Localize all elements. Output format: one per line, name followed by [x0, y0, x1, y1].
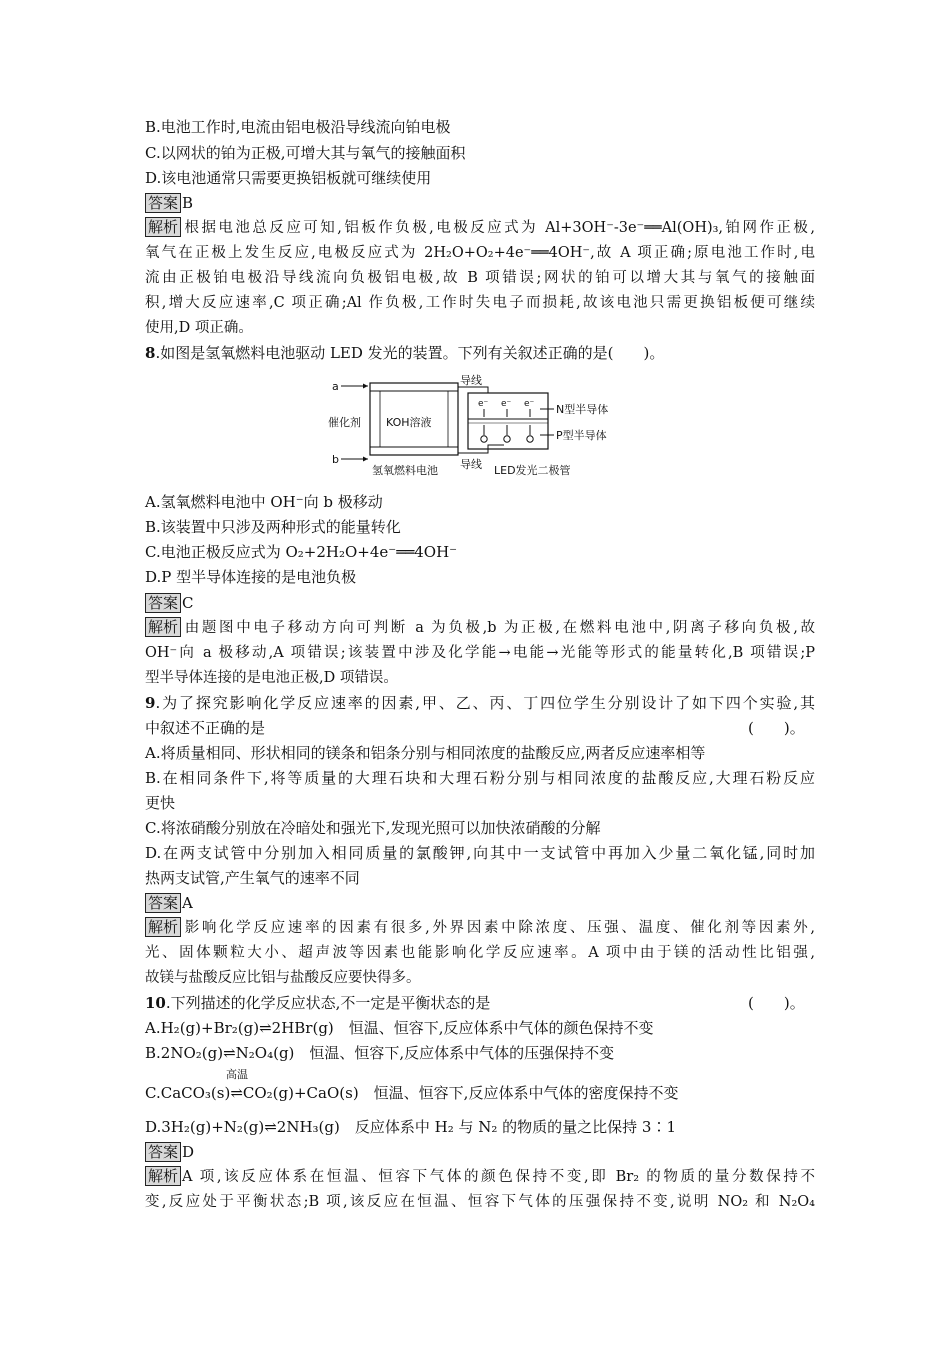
q8-answer-line — [145, 592, 815, 614]
q7-explanation-line-4: 积,增大反应速率,C 项正确;Al 作负极,工作时失电子而损耗,故该电池只需更换铝板便可继续 — [145, 295, 815, 311]
electron-label-1: e⁻ — [478, 399, 489, 409]
label-n-type: N型半导体 — [556, 403, 609, 416]
q7-explanation-line-1 — [145, 217, 815, 239]
q9-option-c: C.将浓硝酸分别放在冷暗处和强光下,发现光照可以加快浓硝酸的分解 — [145, 819, 601, 837]
q7-answer: B — [182, 194, 194, 212]
q10-option-d: D.3H₂(g)+N₂(g)⇌2NH₃(g) 反应体系中 H₂ 与 N₂ 的物质的量之比保持 3∶1 — [145, 1118, 677, 1136]
q8-explanation-line-2: OH⁻向 a 极移动,A 项错误;该装置中涉及化学能→电能→光能等形式的能量转化,B 项错误;P — [145, 645, 815, 661]
q9-number: 9 — [145, 694, 156, 712]
label-b: b — [332, 453, 339, 466]
explanation-label: 解析 — [145, 917, 181, 937]
answer-label: 答案 — [145, 593, 181, 613]
q10-paren: ( )。 — [748, 994, 805, 1012]
q10-answer: D — [182, 1143, 195, 1161]
q9-option-d-line-2: 热两支试管,产生氧气的速率不同 — [145, 869, 360, 887]
q7-answer-line — [145, 192, 815, 214]
q8-explanation-line-3: 型半导体连接的是电池正极,D 项错误。 — [145, 670, 398, 686]
q9-explanation-text-1: 影响化学反应速率的因素有很多,外界因素中除浓度、压强、温度、催化剂等因素外, — [182, 920, 815, 936]
q10-explanation-text-1: A 项,该反应体系在恒温、恒容下气体的颜色保持不变,即 Br₂ 的物质的量分数保持不 — [182, 1169, 815, 1185]
q10-explanation-line-1 — [145, 1166, 815, 1188]
q9-option-a: A.将质量相同、形状相同的镁条和铝条分别与相同浓度的盐酸反应,两者反应速率相等 — [145, 744, 706, 762]
q9-paren: ( )。 — [748, 719, 805, 737]
hole-1 — [481, 436, 487, 442]
hole-2 — [504, 436, 510, 442]
q9-stem-line-1 — [145, 692, 815, 714]
answer-label: 答案 — [145, 1142, 181, 1162]
q10-stem — [145, 992, 815, 1014]
q9-explanation-line-1 — [145, 917, 815, 939]
explanation-label: 解析 — [145, 1166, 181, 1186]
wire-top — [458, 387, 504, 393]
q10-option-c-condition: 高温 — [226, 1068, 248, 1081]
q7-option-c: C.以网状的铂为正极,可增大其与氧气的接触面积 — [145, 144, 466, 162]
explanation-label: 解析 — [145, 217, 181, 237]
q10-stem-text: .下列描述的化学反应状态,不一定是平衡状态的是 — [165, 994, 491, 1012]
q8-stem — [145, 342, 815, 364]
q9-explanation-line-2: 光、固体颗粒大小、超声波等因素也能影响化学反应速率。A 项中由于镁的活动性比铝强, — [145, 945, 815, 961]
q10-number: 10 — [145, 994, 166, 1012]
label-a: a — [332, 380, 339, 393]
q10-option-c: C.CaCO₃(s)⇌CO₂(g)+CaO(s) 恒温、恒容下,反应体系中气体的密度保持不变 — [145, 1084, 679, 1102]
q8-option-c: C.电池正极反应式为 O₂+2H₂O+4e⁻══4OH⁻ — [145, 543, 458, 561]
arrow-b-head — [363, 457, 368, 462]
label-p-type: P型半导体 — [556, 429, 607, 442]
label-led: LED发光二极管 — [494, 464, 571, 477]
fuel-cell-led-diagram — [328, 373, 628, 483]
electron-label-3: e⁻ — [524, 399, 535, 409]
q10-option-a: A.H₂(g)+Br₂(g)⇌2HBr(g) 恒温、恒容下,反应体系中气体的颜色保持不变 — [145, 1019, 654, 1037]
q9-answer: A — [182, 894, 193, 912]
q10-explanation-line-2: 变,反应处于平衡状态;B 项,该反应在恒温、恒容下气体的压强保持不变,说明 NO₂ 和 N₂O₄ — [145, 1194, 815, 1210]
label-fuel-cell: 氢氧燃料电池 — [372, 464, 438, 477]
q9-stem-line-2 — [145, 717, 815, 739]
q10-answer-line — [145, 1141, 815, 1163]
q10-option-b: B.2NO₂(g)⇌N₂O₄(g) 恒温、恒容下,反应体系中气体的压强保持不变 — [145, 1044, 615, 1062]
answer-label: 答案 — [145, 193, 181, 213]
label-wire-top: 导线 — [460, 374, 482, 387]
q7-option-d: D.该电池通常只需要更换铝板就可继续使用 — [145, 169, 432, 187]
label-koh: KOH溶液 — [386, 416, 432, 429]
q8-answer: C — [182, 594, 194, 612]
answer-label: 答案 — [145, 893, 181, 913]
q9-stem-text-2: 中叙述不正确的是 — [145, 719, 266, 737]
q8-option-b: B.该装置中只涉及两种形式的能量转化 — [145, 518, 401, 536]
q8-stem-text: .如图是氢氧燃料电池驱动 LED 发光的装置。下列有关叙述正确的是( )。 — [155, 344, 665, 362]
electron-label-2: e⁻ — [501, 399, 512, 409]
q9-answer-line — [145, 892, 815, 914]
q9-option-b-line-2: 更快 — [145, 794, 176, 812]
label-catalyst: 催化剂 — [328, 416, 361, 429]
q9-stem-text-1: .为了探究影响化学反应速率的因素,甲、乙、丙、丁四位学生分别设计了如下四个实验,其 — [155, 694, 815, 712]
arrow-a-head — [363, 384, 368, 389]
label-wire-bottom: 导线 — [460, 458, 482, 471]
q7-option-b: B.电池工作时,电流由铝电极沿导线流向铂电极 — [145, 118, 451, 136]
q8-option-a: A.氢氧燃料电池中 OH⁻向 b 极移动 — [145, 493, 383, 511]
q9-option-d-line-1: D.在两支试管中分别加入相同质量的氯酸钾,向其中一支试管中再加入少量二氧化锰,同时加 — [145, 844, 815, 862]
q8-number: 8 — [145, 344, 156, 362]
q9-explanation-line-3: 故镁与盐酸反应比铝与盐酸反应要快得多。 — [145, 970, 421, 986]
q7-explanation-line-5: 使用,D 项正确。 — [145, 320, 253, 336]
q9-option-b-line-1: B.在相同条件下,将等质量的大理石块和大理石粉分别与相同浓度的盐酸反应,大理石粉反应 — [145, 769, 815, 787]
hole-3 — [527, 436, 533, 442]
q8-option-d: D.P 型半导体连接的是电池负极 — [145, 568, 357, 586]
q7-explanation-text-1: 根据电池总反应可知,铝板作负极,电极反应式为 Al+3OH⁻-3e⁻══Al(OH)₃,铂网作正极, — [182, 220, 815, 236]
q8-explanation-text-1: 由题图中电子移动方向可判断 a 为负极,b 为正极,在燃料电池中,阴离子移向负极,故 — [182, 620, 815, 636]
q8-explanation-line-1 — [145, 617, 815, 639]
q7-explanation-line-3: 流由正极铂电极沿导线流向负极铝电极,故 B 项错误;网状的铂可以增大其与氧气的接触面 — [145, 270, 815, 286]
q7-explanation-line-2: 氧气在正极上发生反应,电极反应式为 2H₂O+O₂+4e⁻══4OH⁻,故 A 项正确;原电池工作时,电 — [145, 245, 815, 261]
explanation-label: 解析 — [145, 617, 181, 637]
